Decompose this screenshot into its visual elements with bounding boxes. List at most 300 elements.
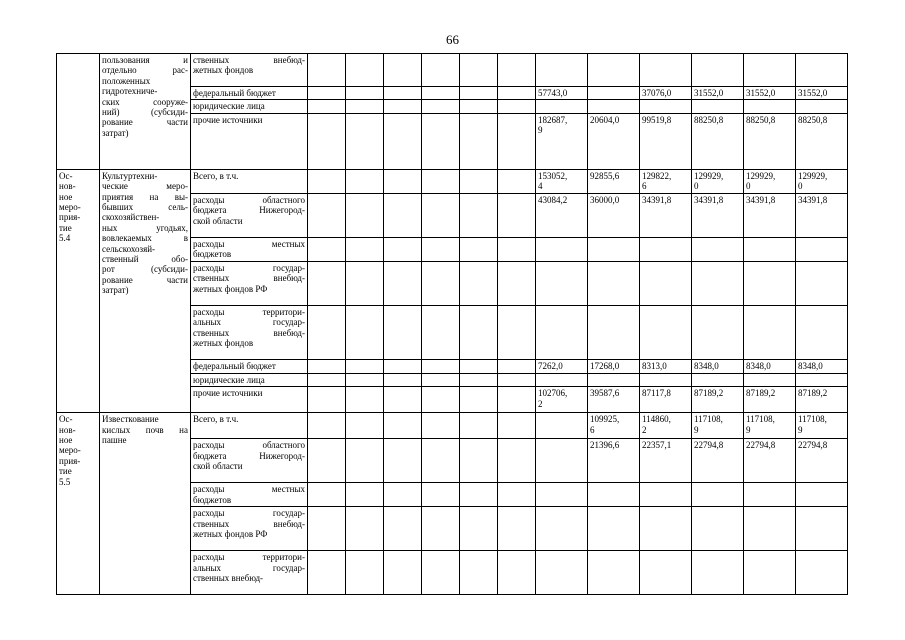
value-cell (536, 87, 588, 100)
cell-text: ственных внебюд- (193, 573, 264, 584)
empty-cell (346, 87, 384, 100)
empty-cell (384, 413, 422, 439)
cell-text: бюджета Нижегород- (193, 450, 305, 461)
value-cell (536, 551, 588, 595)
source-label-cell (191, 54, 308, 87)
cell-text: бюджета Нижегород- (193, 205, 305, 216)
empty-cell (498, 237, 536, 261)
empty-cell (460, 507, 498, 551)
cell-text: альных государ- (193, 317, 305, 328)
empty-cell (498, 261, 536, 305)
value-cell (640, 261, 692, 305)
value-cell (588, 483, 640, 507)
value-cell (692, 439, 744, 483)
value-cell (536, 169, 588, 193)
empty-cell (460, 483, 498, 507)
empty-cell (308, 373, 346, 386)
empty-cell (346, 100, 384, 113)
cell-text: 4 (538, 181, 543, 192)
empty-cell (384, 507, 422, 551)
value-cell (536, 413, 588, 439)
source-label-cell (191, 305, 308, 359)
empty-cell (346, 169, 384, 193)
cell-text: 43084,2 (538, 194, 568, 205)
value-cell (796, 87, 848, 100)
cell-text: 6 (642, 181, 647, 192)
empty-cell (460, 169, 498, 193)
cell-text: 88250,8 (746, 114, 776, 125)
empty-cell (346, 507, 384, 551)
value-cell (588, 261, 640, 305)
value-cell (588, 100, 640, 113)
cell-text: вовлекаемых в (102, 233, 188, 244)
value-cell (796, 100, 848, 113)
empty-cell (384, 193, 422, 237)
value-cell (796, 305, 848, 359)
cell-text: альных государ- (193, 562, 305, 573)
empty-cell (384, 305, 422, 359)
cell-text: 36000,0 (590, 194, 620, 205)
empty-cell (640, 54, 692, 87)
empty-cell (498, 54, 536, 87)
cell-text: 0 (798, 181, 803, 192)
cell-text: бюджетов (193, 494, 232, 505)
cell-text: 22794,8 (798, 440, 828, 451)
value-cell (640, 373, 692, 386)
cell-text: 34391,8 (798, 194, 828, 205)
empty-cell (308, 507, 346, 551)
empty-cell (498, 387, 536, 413)
empty-cell (460, 193, 498, 237)
cell-text: прия- (59, 212, 81, 223)
value-cell (536, 237, 588, 261)
empty-cell (384, 237, 422, 261)
empty-cell (384, 54, 422, 87)
empty-cell (422, 551, 460, 595)
cell-text: прочие источники (193, 388, 263, 399)
cell-text: нов- (59, 424, 76, 435)
empty-cell (308, 483, 346, 507)
empty-cell (692, 54, 744, 87)
cell-text: 87189,2 (746, 388, 776, 399)
empty-cell (346, 439, 384, 483)
measure-name-cell (100, 54, 191, 170)
source-label-cell (191, 261, 308, 305)
empty-cell (498, 483, 536, 507)
cell-text: 0 (694, 181, 699, 192)
empty-cell (384, 359, 422, 373)
empty-cell (422, 87, 460, 100)
value-cell (744, 551, 796, 595)
source-label-cell (191, 551, 308, 595)
source-label-cell (191, 100, 308, 113)
value-cell (744, 359, 796, 373)
value-cell (640, 193, 692, 237)
empty-cell (346, 359, 384, 373)
value-cell (640, 413, 692, 439)
empty-cell (422, 261, 460, 305)
cell-text: расходы местных (193, 484, 305, 495)
empty-cell (308, 359, 346, 373)
cell-text: 8313,0 (642, 360, 667, 371)
value-cell (744, 261, 796, 305)
value-cell (536, 387, 588, 413)
empty-cell (308, 54, 346, 87)
value-cell (744, 413, 796, 439)
empty-cell (460, 237, 498, 261)
value-cell (536, 261, 588, 305)
empty-cell (308, 169, 346, 193)
empty-cell (308, 551, 346, 595)
value-cell (692, 169, 744, 193)
cell-text: жетных фондов (193, 338, 254, 349)
cell-text: 87117,8 (642, 388, 671, 399)
value-cell (588, 305, 640, 359)
value-cell (692, 413, 744, 439)
cell-text: 2 (538, 398, 543, 409)
value-cell (640, 439, 692, 483)
empty-cell (346, 237, 384, 261)
empty-cell (498, 439, 536, 483)
cell-text: расходы территори- (193, 306, 305, 317)
value-cell (796, 237, 848, 261)
source-label-cell (191, 373, 308, 386)
cell-text: нов- (59, 181, 76, 192)
value-cell (796, 413, 848, 439)
cell-text: гидротехниче- (102, 86, 158, 97)
measure-5-5-number-cell (57, 413, 100, 595)
value-cell (796, 507, 848, 551)
empty-cell (460, 100, 498, 113)
value-cell (640, 169, 692, 193)
empty-cell (460, 305, 498, 359)
empty-cell (346, 387, 384, 413)
cell-text: положенных (102, 75, 151, 86)
cell-text: 37076,0 (642, 88, 672, 98)
value-cell (536, 193, 588, 237)
cell-text: 153052, (538, 170, 568, 181)
cell-text: юридические лица (193, 374, 265, 385)
cell-text: 129929, (694, 170, 724, 181)
cell-text: Ос- (59, 414, 73, 425)
value-cell (536, 305, 588, 359)
cell-text: федеральный бюджет (193, 88, 276, 98)
value-cell (692, 387, 744, 413)
cell-text: Всего, в т.ч. (193, 414, 239, 425)
empty-cell (308, 387, 346, 413)
value-cell (536, 483, 588, 507)
value-cell (744, 439, 796, 483)
empty-cell (422, 359, 460, 373)
empty-cell (346, 261, 384, 305)
value-cell (588, 373, 640, 386)
empty-cell (346, 551, 384, 595)
empty-cell (384, 551, 422, 595)
cell-text: 6 (590, 424, 595, 435)
empty-cell (384, 373, 422, 386)
empty-cell (308, 261, 346, 305)
value-cell (588, 439, 640, 483)
cell-text: 57743,0 (538, 88, 568, 98)
cell-text: ственных внебюд- (193, 518, 305, 529)
empty-cell (460, 387, 498, 413)
empty-cell (498, 113, 536, 169)
cell-text: 34391,8 (746, 194, 776, 205)
empty-cell (422, 113, 460, 169)
cell-text: федеральный бюджет (193, 360, 276, 371)
value-cell (744, 387, 796, 413)
empty-cell (308, 87, 346, 100)
empty-cell (422, 413, 460, 439)
value-cell (692, 507, 744, 551)
value-cell (588, 169, 640, 193)
empty-cell (422, 305, 460, 359)
empty-cell (308, 237, 346, 261)
value-cell (796, 261, 848, 305)
value-cell (640, 237, 692, 261)
cell-text: ственный обо- (102, 254, 188, 265)
value-cell (640, 551, 692, 595)
source-label-cell (191, 413, 308, 439)
cell-text: ное (59, 191, 73, 202)
value-cell (744, 113, 796, 169)
cell-text: рование части (102, 117, 188, 128)
value-cell (588, 507, 640, 551)
empty-cell (460, 261, 498, 305)
cell-text: 21396,6 (590, 440, 620, 451)
value-cell (536, 507, 588, 551)
value-cell (796, 359, 848, 373)
value-cell (588, 87, 640, 100)
cell-text: пользования и (102, 55, 188, 65)
source-label-cell (191, 359, 308, 373)
cell-text: Культуртехни- (102, 170, 158, 181)
empty-cell (422, 193, 460, 237)
empty-cell (384, 87, 422, 100)
empty-cell (346, 54, 384, 87)
cell-text: прия- (59, 455, 81, 466)
cell-text: 5.4 (59, 233, 71, 244)
value-cell (588, 413, 640, 439)
empty-cell (308, 193, 346, 237)
empty-cell (588, 54, 640, 87)
cell-text: 9 (746, 424, 751, 435)
measure-number-cell (57, 54, 100, 170)
value-cell (744, 169, 796, 193)
empty-cell (460, 413, 498, 439)
cell-text: расходы государ- (193, 508, 305, 519)
measure-5-4-name-cell (100, 169, 191, 412)
cell-text: сельскохозяй- (102, 243, 156, 254)
empty-cell (384, 439, 422, 483)
value-cell (536, 373, 588, 386)
source-label-cell (191, 387, 308, 413)
value-cell (640, 387, 692, 413)
empty-cell (744, 54, 796, 87)
value-cell (692, 100, 744, 113)
value-cell (536, 439, 588, 483)
value-cell (640, 359, 692, 373)
empty-cell (422, 237, 460, 261)
empty-cell (498, 413, 536, 439)
page-number: 66 (446, 32, 459, 47)
financing-table (56, 53, 848, 595)
cell-text: Ос- (59, 170, 73, 181)
cell-text: 117108, (694, 414, 723, 425)
empty-cell (384, 483, 422, 507)
cell-text: 31552,0 (746, 88, 776, 98)
empty-cell (422, 54, 460, 87)
cell-text: скохозяйствен- (102, 212, 160, 223)
cell-text: 109925, (590, 414, 620, 425)
cell-text: пашне (102, 435, 127, 446)
cell-text: 22794,8 (746, 440, 776, 451)
value-cell (588, 387, 640, 413)
value-cell (536, 359, 588, 373)
cell-text: юридические лица (193, 101, 265, 112)
cell-text: расходы областного (193, 440, 305, 451)
value-cell (692, 237, 744, 261)
value-cell (744, 87, 796, 100)
cell-text: 129929, (746, 170, 776, 181)
cell-text: ственных внебюд- (193, 327, 305, 338)
value-cell (744, 100, 796, 113)
source-label-cell (191, 113, 308, 169)
empty-cell (308, 113, 346, 169)
cell-text: Известкование (102, 414, 159, 425)
empty-cell (796, 54, 848, 87)
value-cell (692, 113, 744, 169)
cell-text: 102706, (538, 388, 568, 399)
cell-text: 9 (798, 424, 803, 435)
empty-cell (498, 87, 536, 100)
value-cell (796, 113, 848, 169)
empty-cell (422, 507, 460, 551)
cell-text: меро- (59, 202, 81, 213)
empty-cell (460, 113, 498, 169)
cell-text: ственных внебюд- (193, 273, 305, 284)
cell-text: 8348,0 (694, 360, 719, 371)
empty-cell (460, 439, 498, 483)
empty-cell (422, 100, 460, 113)
cell-text: тие (59, 222, 72, 233)
empty-cell (308, 413, 346, 439)
value-cell (640, 305, 692, 359)
empty-cell (498, 100, 536, 113)
empty-cell (498, 305, 536, 359)
cell-text: 9 (694, 424, 699, 435)
value-cell (692, 359, 744, 373)
value-cell (744, 193, 796, 237)
cell-text: 117108, (746, 414, 775, 425)
empty-cell (460, 54, 498, 87)
cell-text: ской области (193, 461, 243, 472)
value-cell (796, 483, 848, 507)
cell-text: 20604,0 (590, 114, 620, 125)
source-label-cell (191, 169, 308, 193)
empty-cell (460, 359, 498, 373)
empty-cell (346, 373, 384, 386)
cell-text: 92855,6 (590, 170, 620, 181)
value-cell (640, 100, 692, 113)
cell-text: расходы территори- (193, 552, 305, 563)
cell-text: расходы областного (193, 194, 305, 205)
value-cell (796, 373, 848, 386)
value-cell (796, 193, 848, 237)
cell-text: 8348,0 (798, 360, 823, 371)
cell-text: рование части (102, 274, 188, 285)
value-cell (588, 551, 640, 595)
cell-text: 182687, (538, 114, 568, 125)
cell-text: 129929, (798, 170, 828, 181)
measure-5-5-name-cell (100, 413, 191, 595)
cell-text: 7262,0 (538, 360, 563, 371)
value-cell (588, 193, 640, 237)
cell-text: расходы государ- (193, 262, 305, 273)
empty-cell (384, 169, 422, 193)
empty-cell (346, 413, 384, 439)
empty-cell (384, 100, 422, 113)
cell-text: бюджетов (193, 249, 232, 260)
cell-text: Всего, в т.ч. (193, 170, 239, 181)
empty-cell (422, 439, 460, 483)
empty-cell (308, 100, 346, 113)
cell-text: ческие меро- (102, 181, 188, 192)
cell-text: 8348,0 (746, 360, 771, 371)
cell-text: 87189,2 (798, 388, 828, 399)
empty-cell (346, 193, 384, 237)
cell-text: ний) (субсиди- (102, 107, 188, 118)
value-cell (640, 507, 692, 551)
cell-text: 9 (538, 125, 543, 136)
value-cell (692, 483, 744, 507)
source-label-cell (191, 483, 308, 507)
empty-cell (384, 387, 422, 413)
cell-text: затрат) (102, 127, 129, 138)
empty-cell (384, 261, 422, 305)
empty-cell (460, 87, 498, 100)
empty-cell (422, 373, 460, 386)
cell-text: 22794,8 (694, 440, 724, 451)
cell-text: 34391,8 (694, 194, 724, 205)
cell-text: ских сооруже- (102, 96, 188, 107)
value-cell (692, 193, 744, 237)
empty-cell (346, 483, 384, 507)
value-cell (588, 113, 640, 169)
cell-text: 34391,8 (642, 194, 672, 205)
value-cell (692, 261, 744, 305)
table-row (57, 169, 848, 193)
value-cell (744, 237, 796, 261)
empty-cell (498, 507, 536, 551)
empty-cell (422, 387, 460, 413)
cell-text: 31552,0 (694, 88, 724, 98)
value-cell (588, 359, 640, 373)
empty-cell (460, 551, 498, 595)
cell-text: 87189,2 (694, 388, 724, 399)
value-cell (640, 483, 692, 507)
cell-text: кислых почв на (102, 424, 188, 435)
cell-text: 31552,0 (798, 88, 828, 98)
value-cell (692, 305, 744, 359)
value-cell (692, 551, 744, 595)
empty-cell (346, 305, 384, 359)
cell-text: ных угодьях, (102, 222, 188, 233)
cell-text: бывших сель- (102, 202, 188, 213)
value-cell (640, 87, 692, 100)
value-cell (744, 373, 796, 386)
value-cell (744, 483, 796, 507)
